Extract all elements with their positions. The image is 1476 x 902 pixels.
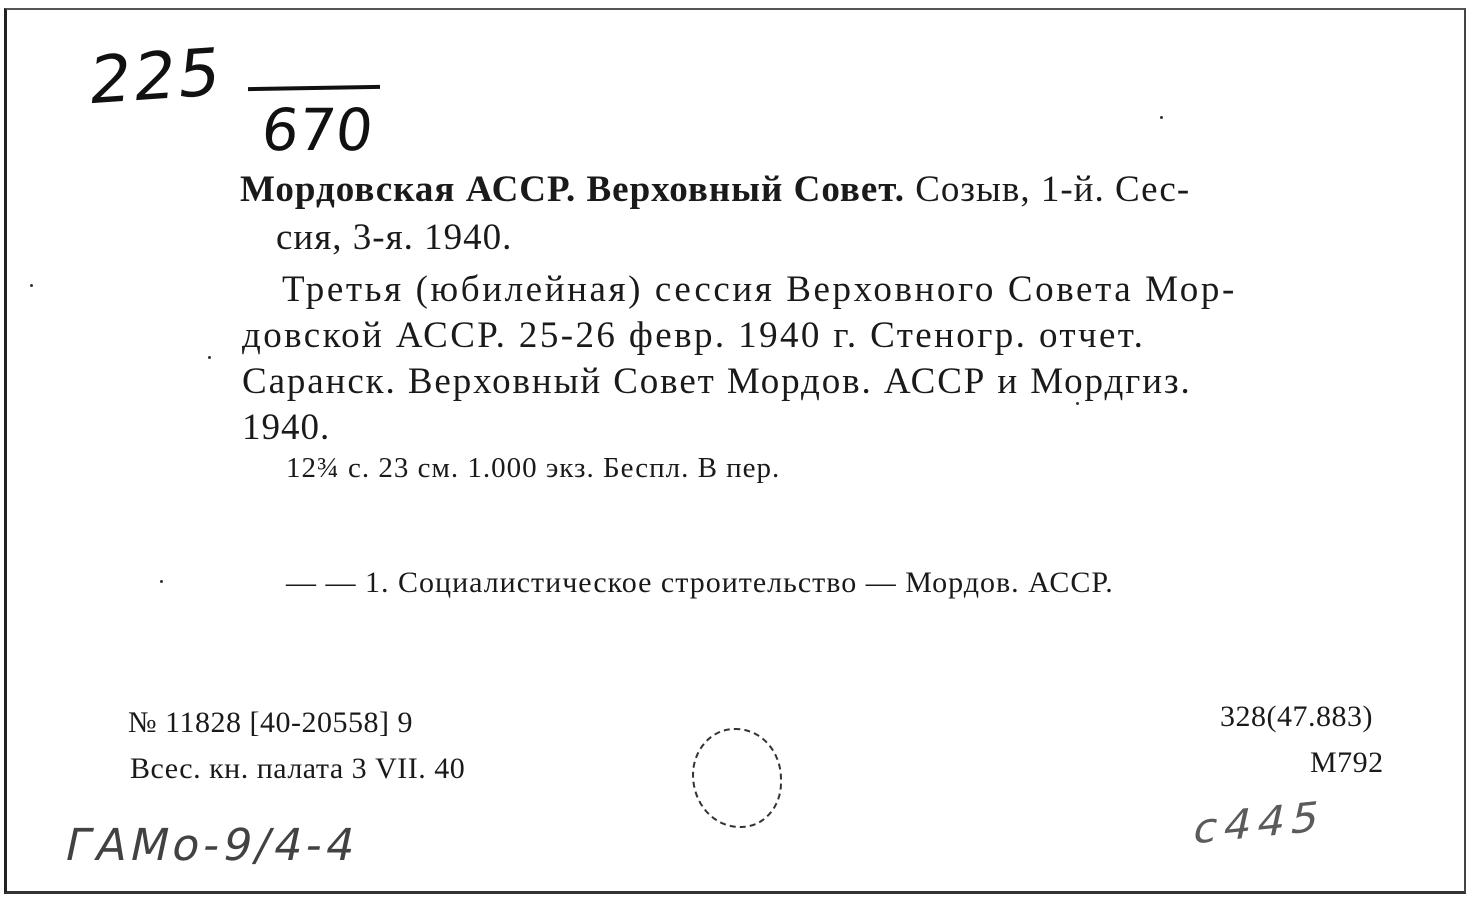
handwritten-signature-note: с445: [1188, 791, 1331, 854]
handwritten-number-top: 225: [85, 33, 227, 120]
record-number: № 11828 [40-20558] 9: [128, 706, 413, 739]
body-line-4: 1940.: [242, 407, 331, 448]
chamber-date: Всес. кн. палата 3 VII. 40: [130, 752, 466, 785]
heading-org-part3: Созыв, 1-й. Сес-: [915, 169, 1191, 210]
physical-description: 12¾ с. 23 см. 1.000 экз. Беспл. В пер.: [286, 452, 781, 484]
body-line-3: Саранск. Верховный Совет Мордов. АССР и Мордгиз.: [242, 361, 1192, 402]
body-line-2: довской АССР. 25-26 февр. 1940 г. Стеногр. отчет.: [242, 315, 1146, 356]
heading-line2: сия, 3-я. 1940.: [276, 217, 513, 258]
heading-org-part1: Мордовская АССР.: [240, 169, 577, 210]
ink-speck: [208, 356, 211, 359]
card-hole-outline: [692, 728, 782, 828]
ink-speck: [160, 580, 163, 583]
ink-speck: [30, 284, 33, 287]
heading-org-part2: Верховный Совет.: [586, 169, 905, 210]
subject-heading: — — 1. Социалистическое строительство — Мордов. АССР.: [286, 566, 1114, 599]
body-line-1: Третья (юбилейная) сессия Верховного Совета Мор-: [282, 269, 1237, 310]
author-mark: М792: [1310, 746, 1384, 779]
ink-speck: [1076, 402, 1079, 405]
card-heading: [240, 168, 1190, 211]
ink-speck: [1160, 116, 1163, 119]
classification-code: 328(47.883): [1220, 700, 1373, 733]
handwritten-number-bottom: 670: [258, 96, 377, 164]
handwritten-stamp-note: ГАМо-9/4-4: [60, 820, 364, 871]
